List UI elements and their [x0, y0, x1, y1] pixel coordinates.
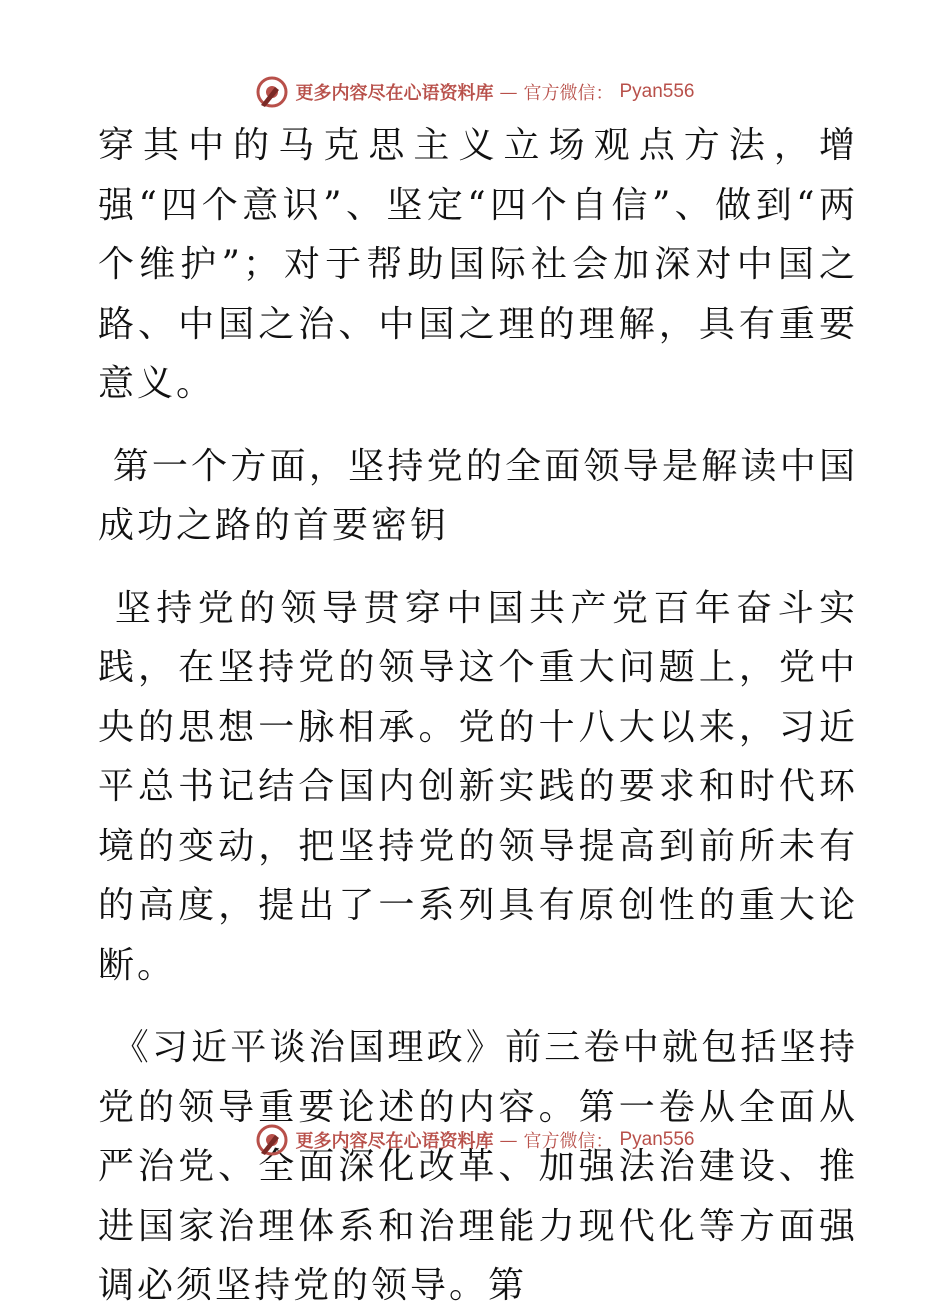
banner-wechat-label: 官方微信：	[523, 83, 614, 104]
banner-dash: —	[499, 81, 518, 103]
banner-wechat-id: Pyan556	[619, 81, 695, 102]
section-heading: 第一个方面，坚持党的全面领导是解读中国成功之路的首要密钥	[98, 445, 858, 546]
banner-wechat-label: 官方微信：	[523, 1131, 614, 1152]
banner-main-text: 更多内容尽在心语资料库	[295, 83, 494, 104]
banner-wechat-id: Pyan556	[619, 1129, 695, 1150]
pen-logo-icon	[255, 1123, 289, 1157]
paragraph: 坚持党的领导贯穿中国共产党百年奋斗实践，在坚持党的领导这个重大问题上，党中央的思想一脉相承。党的十八大以来，习近平总书记结合国内创新实践的要求和时代环境的变动，把坚持党的领导提高到前所未有的高度，提出了一系列具有原创性的重大论断。	[98, 587, 858, 986]
paragraph: 穿其中的马克思主义立场观点方法，增强“四个意识”、坚定“四个自信”、做到“两个维护”；对于帮助国际社会加深对中国之路、中国之治、中国之理的理解，具有重要意义。	[98, 125, 858, 404]
pen-logo-icon	[255, 75, 289, 109]
footer-watermark-banner	[0, 1120, 950, 1160]
paragraph: 《习近平谈治国理政》前三卷中就包括坚持党的领导重要论述的内容。第一卷从全面从严治党、全面深化改革、加强法治建设、推进国家治理体系和治理能力现代化等方面强调必须坚持党的领导。第	[98, 1027, 858, 1306]
header-watermark-banner	[0, 72, 950, 112]
banner-main-text: 更多内容尽在心语资料库	[295, 1131, 494, 1152]
banner-dash: —	[499, 1129, 518, 1151]
